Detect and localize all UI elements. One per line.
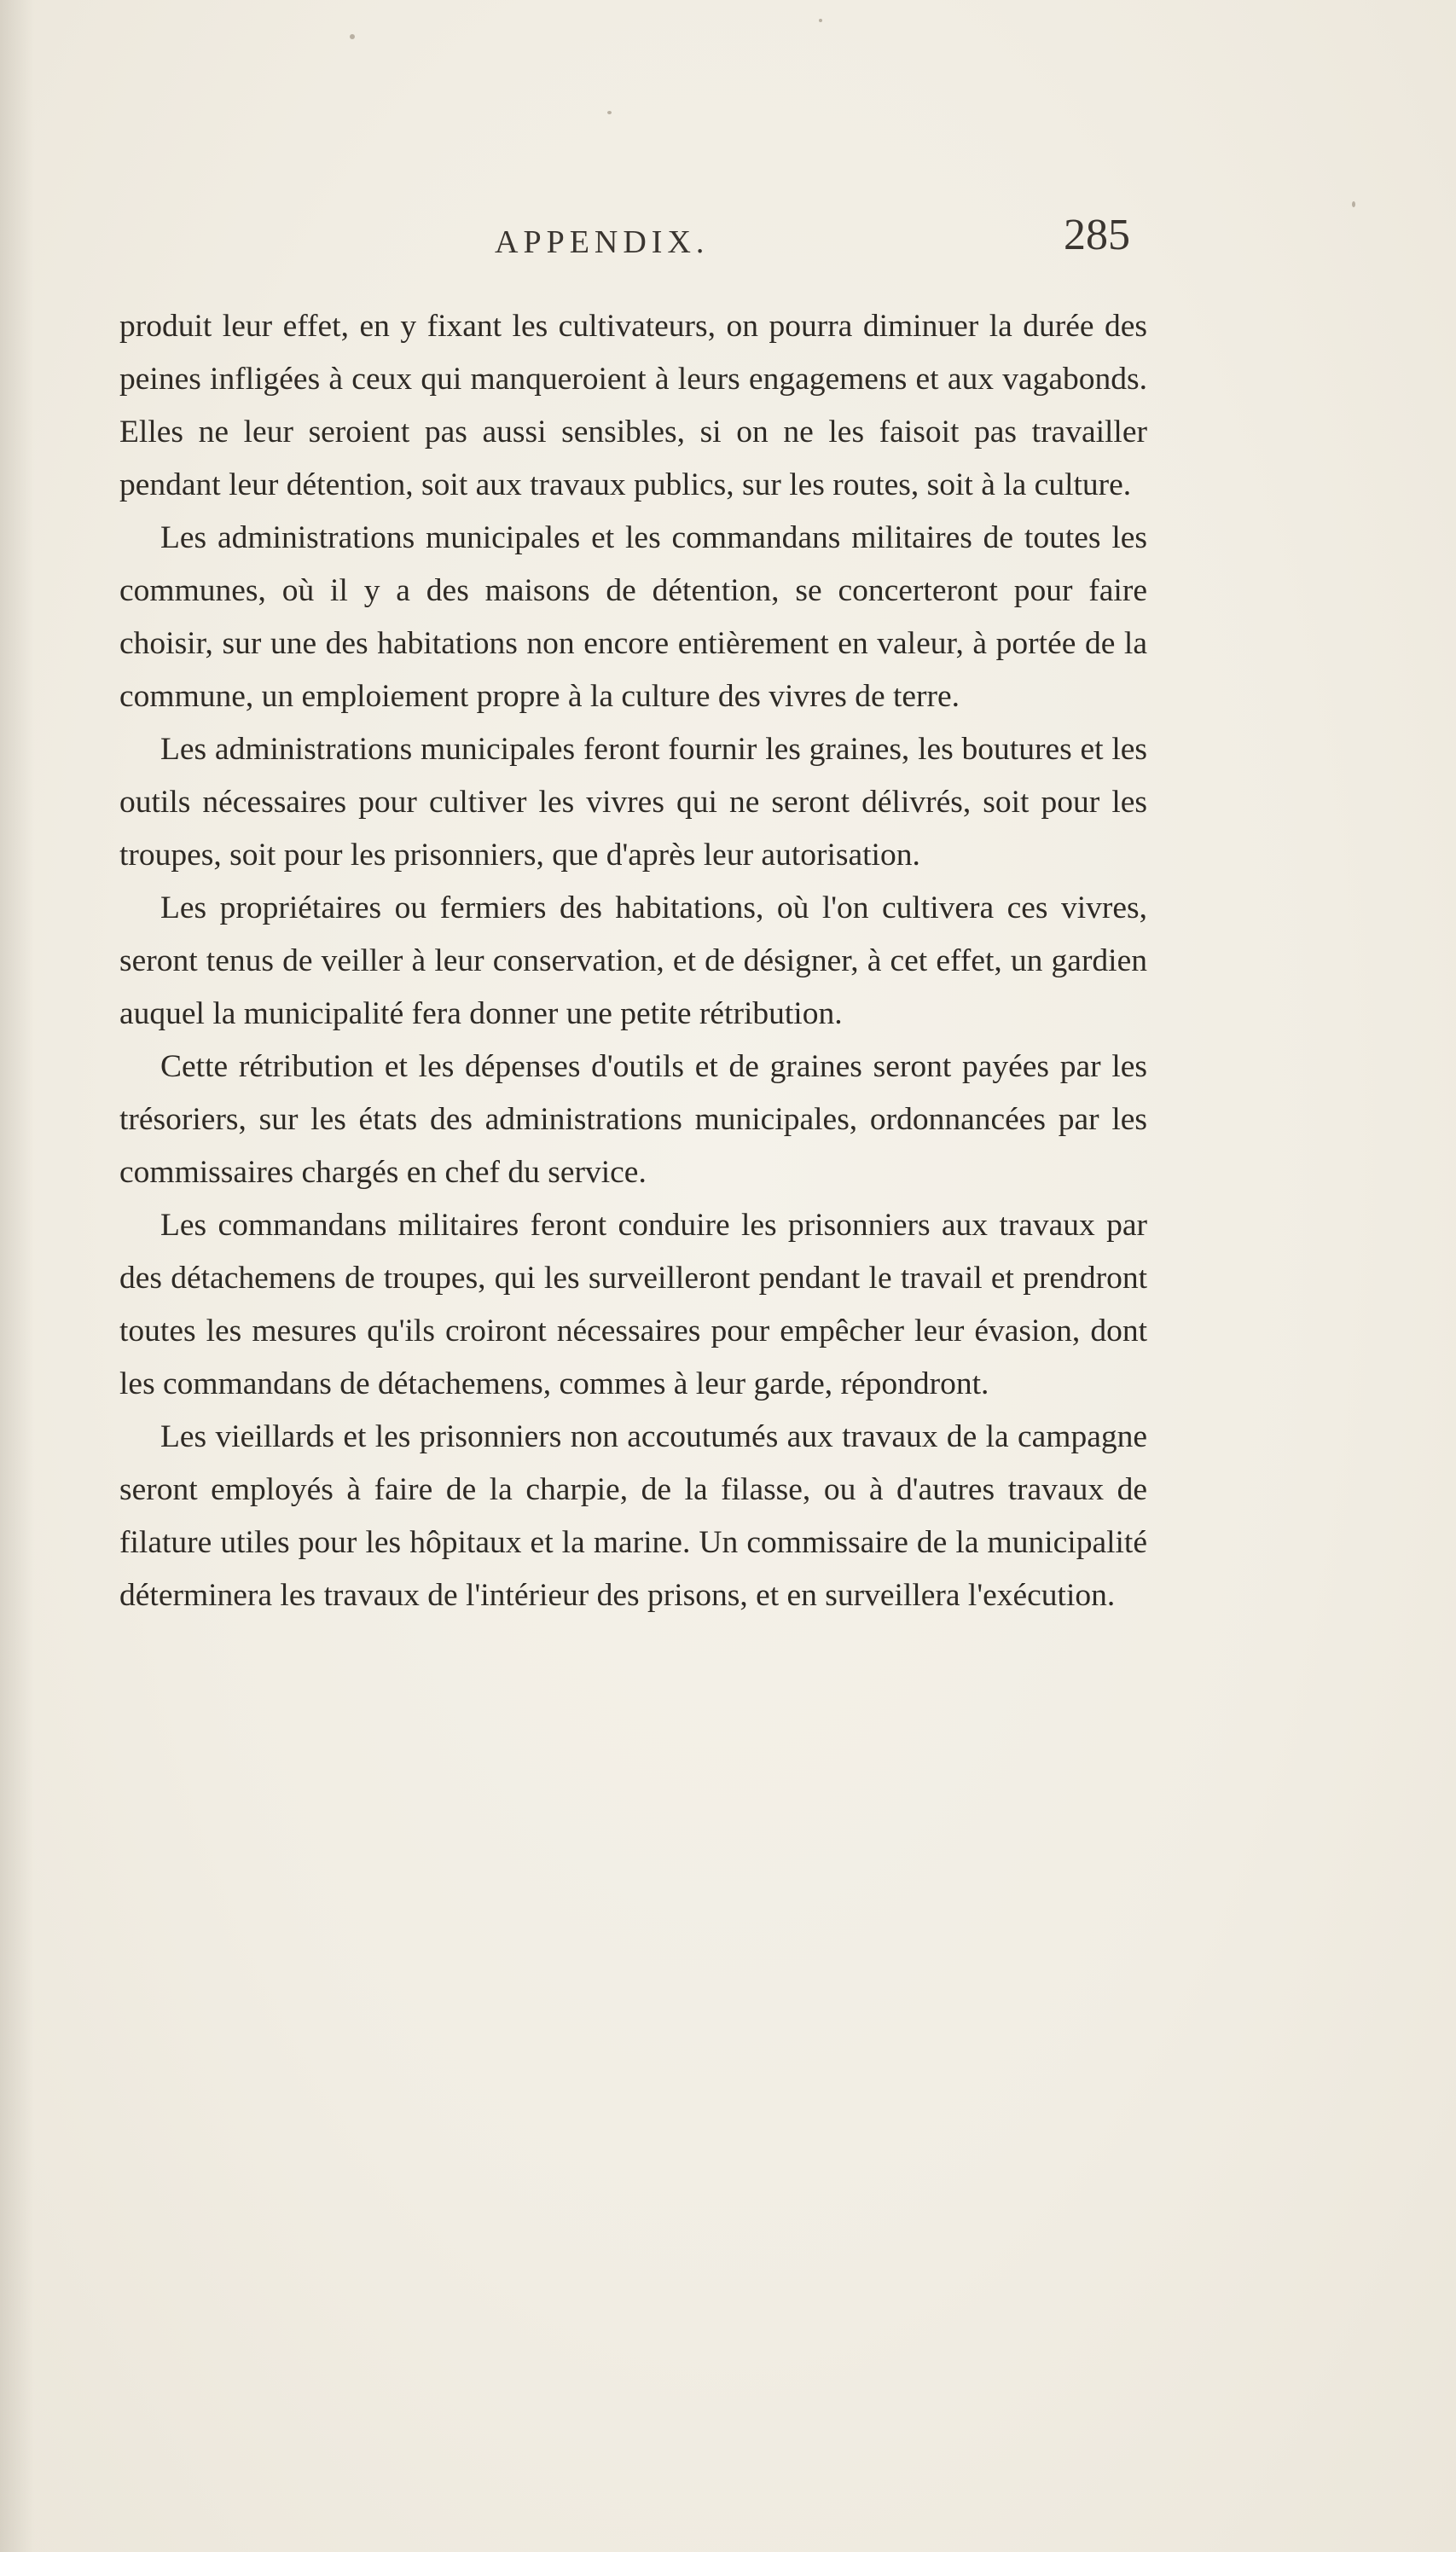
paper-speck — [819, 19, 822, 22]
page-number: 285 — [1064, 211, 1130, 259]
paper-speck — [607, 111, 612, 114]
paragraph: produit leur effet, en y fixant les cultivateurs, on pourra diminuer la durée des peines infligées à ceux qui manqueroient à leurs engagemens et aux vagabonds. Elles ne leur seroient pas aussi sensibles, si on ne les faisoit pas travailler pendant leur détention, soit aux travaux publics, sur les routes, soit à la culture. — [119, 309, 1147, 502]
paragraph: Les administrations municipales et les commandans militaires de toutes les communes, où il y a des maisons de détention, se concerteront pour faire choisir, sur une des habitations non encore entièrement en valeur, à portée de la commune, un emploiement propre à la culture des vivres de terre. — [119, 520, 1147, 714]
paragraph: Les propriétaires ou fermiers des habitations, où l'on cultivera ces vivres, seront tenus de veiller à leur conservation, et de désigner, à cet effet, un gardien auquel la municipalité fera donner une petite rétribution. — [119, 890, 1147, 1031]
paper-speck — [350, 34, 355, 39]
body-text — [119, 300, 1147, 1622]
running-head — [119, 208, 1130, 268]
paper-speck — [1352, 201, 1355, 207]
page-gutter-shadow — [0, 0, 34, 2552]
paragraph: Les commandans militaires feront conduire les prisonniers aux travaux par des détachemens de troupes, qui les surveilleront pendant le travail et prendront toutes les mesures qu'ils croiront nécessaires pour empêcher leur évasion, dont les commandans de détachemens, commes à leur garde, répondront. — [119, 1208, 1147, 1401]
paragraph: Les administrations municipales feront fournir les graines, les boutures et les outils nécessaires pour cultiver les vivres qui ne seront délivrés, soit pour les troupes, soit pour les prisonniers, que d'après leur autorisation. — [119, 732, 1147, 873]
paragraph: Les vieillards et les prisonniers non accoutumés aux travaux de la campagne seront employés à faire de la charpie, de la filasse, ou à d'autres travaux de filature utiles pour les hôpitaux et la marine. Un commissaire de la municipalité déterminera les travaux de l'intérieur des prisons, et en surveillera l'exécution. — [119, 1419, 1147, 1613]
running-title: APPENDIX. — [495, 224, 710, 260]
paragraph: Cette rétribution et les dépenses d'outils et de graines seront payées par les trésoriers, sur les états des administrations municipales, ordonnancées par les commissaires chargés en chef du service. — [119, 1049, 1147, 1190]
